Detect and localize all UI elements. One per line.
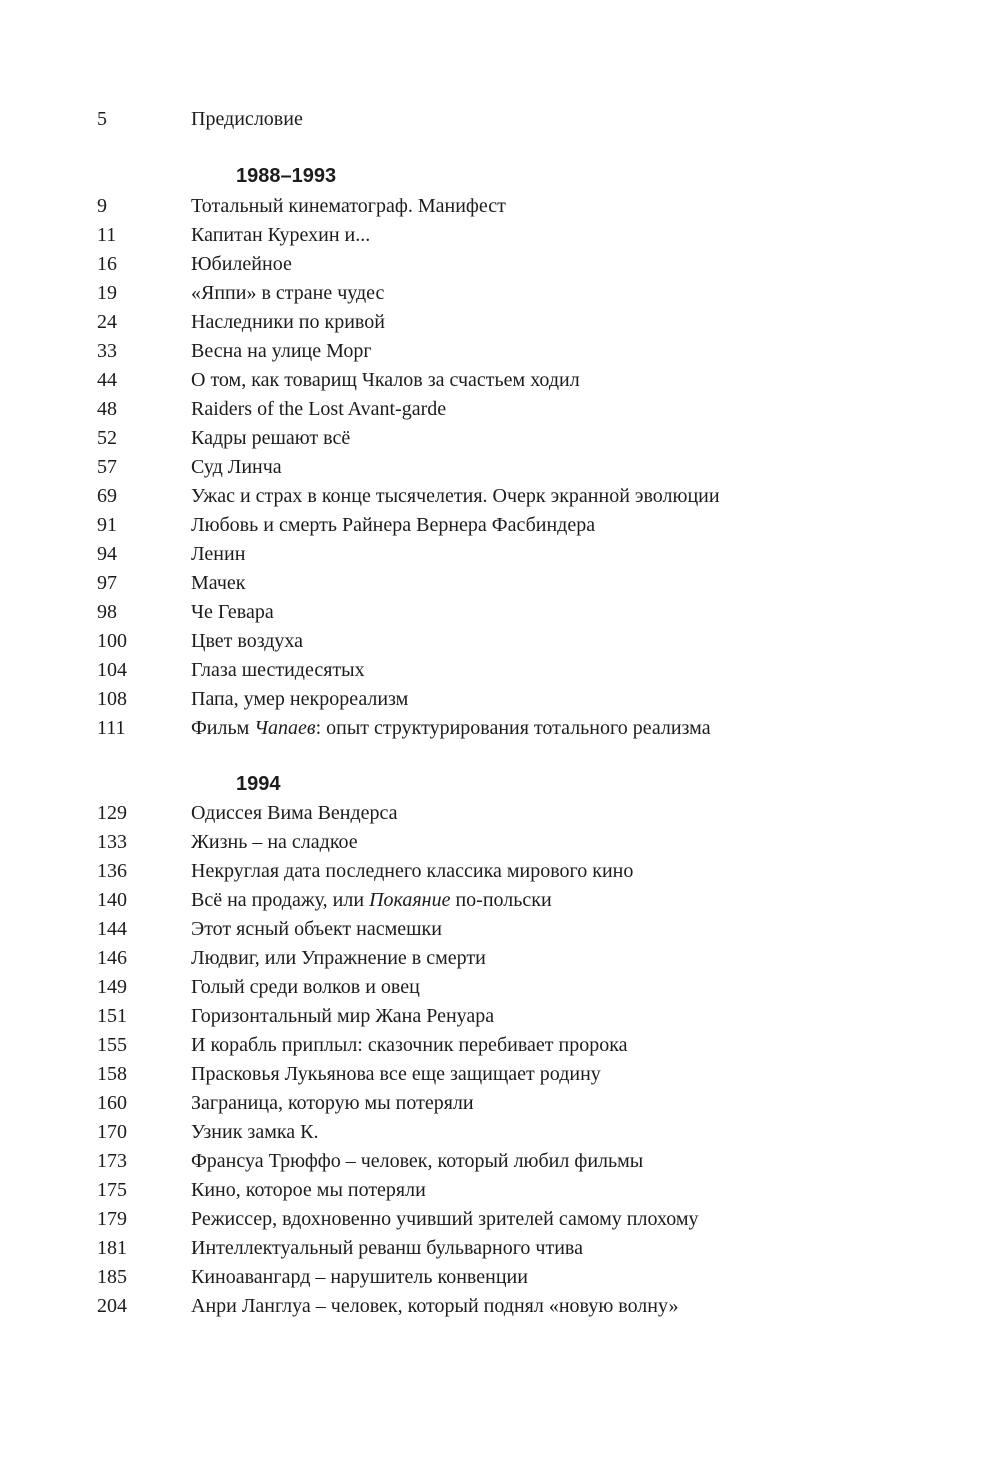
page-number: 181 (97, 1237, 127, 1259)
entry-title: Интеллектуальный реванш бульварного чтива (191, 1237, 583, 1259)
entry-title: Капитан Курехин и... (191, 224, 371, 246)
title-text: по-польски (450, 889, 552, 911)
entry-title: Весна на улице Морг (191, 340, 372, 362)
entry-title: Любовь и смерть Райнера Вернера Фасбиндера (191, 514, 596, 536)
page-number: 151 (97, 1005, 127, 1027)
entry-title: Узник замка К. (191, 1121, 319, 1143)
page-number: 129 (97, 802, 127, 824)
entry-title: Голый среди волков и овец (191, 976, 420, 998)
entry-title: Че Гевара (191, 601, 274, 623)
page-number: 140 (97, 889, 127, 911)
page-number: 52 (97, 427, 117, 449)
film-title-italic: Покаяние (369, 889, 451, 911)
page-number: 173 (97, 1150, 127, 1172)
entry-title: Мачек (191, 572, 246, 594)
page-number: 91 (97, 514, 117, 536)
page-number: 16 (97, 253, 117, 275)
page-number: 155 (97, 1034, 127, 1056)
page-number: 48 (97, 398, 117, 420)
page-number: 133 (97, 831, 127, 853)
page-number: 170 (97, 1121, 127, 1143)
page-number: 149 (97, 976, 127, 998)
page-number: 19 (97, 282, 117, 304)
page-number: 24 (97, 311, 117, 333)
entry-title: Людвиг, или Упражнение в смерти (191, 947, 486, 969)
page-number: 111 (97, 717, 126, 739)
entry-title: Франсуа Трюффо – человек, который любил фильмы (191, 1150, 644, 1172)
entry-title: Этот ясный объект насмешки (191, 918, 442, 940)
page-number: 104 (97, 659, 127, 681)
entry-title: Цвет воздуха (191, 630, 304, 652)
entry-title: Тотальный кинематограф. Манифест (191, 195, 506, 217)
entry-title (191, 886, 552, 915)
entry-title: Raiders of the Lost Avant-garde (191, 398, 447, 420)
entry-title: Кадры решают всё (191, 427, 351, 449)
entry-title: И корабль приплыл: сказочник перебивает пророка (191, 1034, 628, 1056)
page-number: 158 (97, 1063, 127, 1085)
entry-title: Юбилейное (191, 253, 292, 275)
entry-title: Наследники по кривой (191, 311, 385, 333)
page-number: 57 (97, 456, 117, 478)
page-number: 108 (97, 688, 127, 710)
section-heading-1988-1993: 1988–1993 (236, 165, 337, 187)
entry-title: «Яппи» в стране чудес (191, 282, 385, 304)
page-number: 33 (97, 340, 117, 362)
page-number: 5 (97, 108, 107, 130)
page-number: 144 (97, 918, 127, 940)
page-number: 175 (97, 1179, 127, 1201)
page-number: 69 (97, 485, 117, 507)
entry-title: Заграница, которую мы потеряли (191, 1092, 474, 1114)
entry-title (191, 714, 711, 743)
page-number: 97 (97, 572, 117, 594)
page-number: 98 (97, 601, 117, 623)
page-number: 94 (97, 543, 117, 565)
entry-title: Некруглая дата последнего классика мирового кино (191, 860, 634, 882)
entry-title: О том, как товарищ Чкалов за счастьем ходил (191, 369, 580, 391)
page-number: 136 (97, 860, 127, 882)
entry-title: Предисловие (191, 108, 303, 130)
title-text: Фильм (191, 717, 255, 739)
page-number: 160 (97, 1092, 127, 1114)
title-text: Всё на продажу, или (191, 889, 370, 911)
entry-title: Одиссея Вима Вендерса (191, 802, 398, 824)
entry-title: Жизнь – на сладкое (191, 831, 358, 853)
entry-title: Горизонтальный мир Жана Ренуара (191, 1005, 495, 1027)
entry-title: Анри Ланглуа – человек, который поднял «новую волну» (191, 1295, 679, 1317)
page-number: 11 (97, 224, 117, 246)
page-number: 204 (97, 1295, 127, 1317)
film-title-italic: Чапаев (254, 717, 316, 739)
entry-title: Кино, которое мы потеряли (191, 1179, 426, 1201)
page-number: 44 (97, 369, 117, 391)
page-number: 185 (97, 1266, 127, 1288)
entry-title: Ленин (191, 543, 246, 565)
page-number: 100 (97, 630, 127, 652)
section-heading-1994: 1994 (236, 773, 281, 795)
entry-title: Папа, умер некрореализм (191, 688, 409, 710)
title-text: : опыт структурирования тотального реализма (315, 717, 711, 739)
entry-title: Суд Линча (191, 456, 282, 478)
entry-title: Ужас и страх в конце тысячелетия. Очерк экранной эволюции (191, 485, 720, 507)
entry-title: Киноавангард – нарушитель конвенции (191, 1266, 528, 1288)
page-number: 179 (97, 1208, 127, 1230)
page-number: 146 (97, 947, 127, 969)
entry-title: Глаза шестидесятых (191, 659, 365, 681)
entry-title: Прасковья Лукьянова все еще защищает родину (191, 1063, 601, 1085)
entry-title: Режиссер, вдохновенно учивший зрителей самому плохому (191, 1208, 699, 1230)
page-number: 9 (97, 195, 107, 217)
